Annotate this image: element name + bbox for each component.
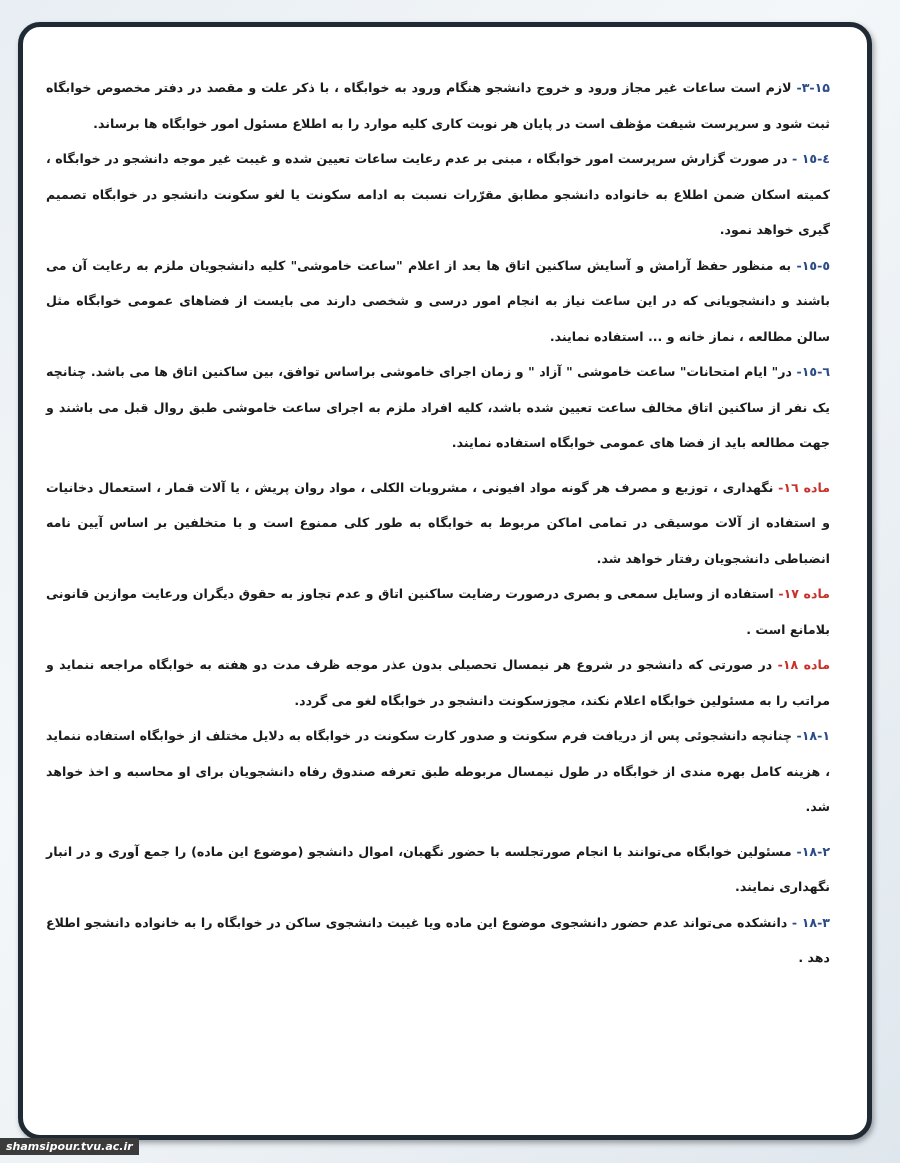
paragraph-18-3 — [46, 905, 830, 976]
clause-number: ٥-١٥- — [796, 257, 830, 273]
document-body — [46, 70, 830, 976]
paragraph-15-6 — [46, 354, 830, 461]
paragraph-18-2 — [46, 834, 830, 905]
clause-text: در صورت گزارش سرپرست امور خوابگاه ، مبنی بر عدم رعایت ساعات تعیین شده و غیبت غیر موجه دانشجو در خوابگاه ، کمیته اسکان ضمن اطلاع به خانواده دانشجو مطابق مقرّرات نسبت به ادامه سکونت یا لغو سکونت دانشجو در خوابگاه تصمیم گیری خواهد نمود. — [46, 151, 830, 237]
clause-text: به منظور حفظ آرامش و آسایش ساکنین اتاق ها بعد از اعلام "ساعت خاموشی" کلیه دانشجویان ملزم به رعایت آن می باشند و دانشجویانی که در این ساعت نیاز به انجام امور درسی و شخصی دارند می بایست از فضاهای عمومی خوابگاه مثل سالن مطالعه ، نماز خانه و ... استفاده نمایند. — [46, 257, 830, 344]
paragraph-18-1 — [46, 718, 830, 825]
clause-number: ١-١٨- — [796, 728, 830, 743]
paragraph-15-4 — [46, 141, 830, 248]
article-16 — [46, 470, 830, 577]
article-text: در صورتی که دانشجو در شروع هر نیمسال تحصیلی بدون عذر موجه ظرف مدت دو هفته به خوابگاه مراجعه ننماید و مراتب را به مسئولین خوابگاه اعلام نکند، مجوزسکونت دانشجو در خوابگاه لغو می گردد. — [46, 657, 830, 708]
article-text: استفاده از وسایل سمعی و بصری درصورت رضایت ساکنین اتاق و عدم تجاوز به حقوق دیگران ورعایت موازین قانونی بلامانع است . — [46, 586, 830, 637]
clause-number: ٤-١٥ - — [792, 151, 830, 166]
article-text: نگهداری ، توزیع و مصرف هر گونه مواد افیونی ، مشروبات الکلی ، مواد روان پریش ، یا آلات قمار ، استعمال دخانیات و استفاده از آلات موسیقی در تمامی اماکن مربوط به خوابگاه به طور کلی ممنوع است و با متخلفین بر اساس آیین نامه انضباطی دانشجویان رفتار خواهد شد. — [46, 479, 830, 566]
clause-text: لازم است ساعات غیر مجاز ورود و خروج دانشجو هنگام ورود به خوابگاه ، با ذکر علت و مقصد در دفتر مخصوص خوابگاه ثبت شود و سرپرست شیفت مؤظف است در پایان هر نوبت کاری کلیه موارد را به اطلاع مسئول امور خوابگاه ها برساند. — [46, 80, 830, 131]
article-18 — [46, 647, 830, 718]
clause-text: در" ایام امتحانات" ساعت خاموشی " آزاد " و زمان اجرای خاموشی براساس توافق، بین ساکنین اتاق ها می باشد. چنانچه یک نفر از ساکنین اتاق مخالف ساعت تعیین شده باشد، کلیه افراد ملزم به اجرای ساعت خاموشی طبق روال قبل می باشند و جهت مطالعه باید از فضا های عمومی خوابگاه استفاده نمایند. — [46, 364, 830, 450]
clause-number: ۳-۱۵- — [796, 80, 830, 95]
paragraph-15-3 — [46, 70, 830, 141]
article-17 — [46, 576, 830, 647]
clause-text: چنانچه دانشجوئی پس از دریافت فرم سکونت و صدور کارت سکونت در خوابگاه به دلایل مختلف از خوابگاه استفاده ننماید ، هزینه کامل بهره مندی از خوابگاه در طول نیمسال مربوطه طبق تعرفه صندوق رفاه دانشجویان برای او محاسبه و اخذ خواهد شد. — [46, 728, 830, 814]
paragraph-15-5 — [46, 248, 830, 355]
article-number: ماده ١٨- — [777, 657, 831, 672]
site-watermark: shamsipour.tvu.ac.ir — [0, 1138, 139, 1155]
clause-number: ٢-١٨- — [796, 843, 830, 859]
clause-number: ٣-١٨ - — [791, 914, 830, 930]
clause-number: ٦-١٥- — [796, 364, 830, 379]
article-number: ماده ١٧- — [778, 586, 830, 601]
clause-text: دانشکده می‌تواند عدم حضور دانشجوی موضوع این ماده ویا غیبت دانشجوی ساکن در خوابگاه را به خانواده دانشجو اطلاع دهد . — [46, 914, 830, 965]
article-number: ماده ١٦- — [778, 479, 831, 495]
clause-text: مسئولین خوابگاه می‌توانند با انجام صورتجلسه با حضور نگهبان، اموال دانشجو (موضوع این ماده) را جمع آوری و در انبار نگهداری نمایند. — [46, 843, 830, 894]
